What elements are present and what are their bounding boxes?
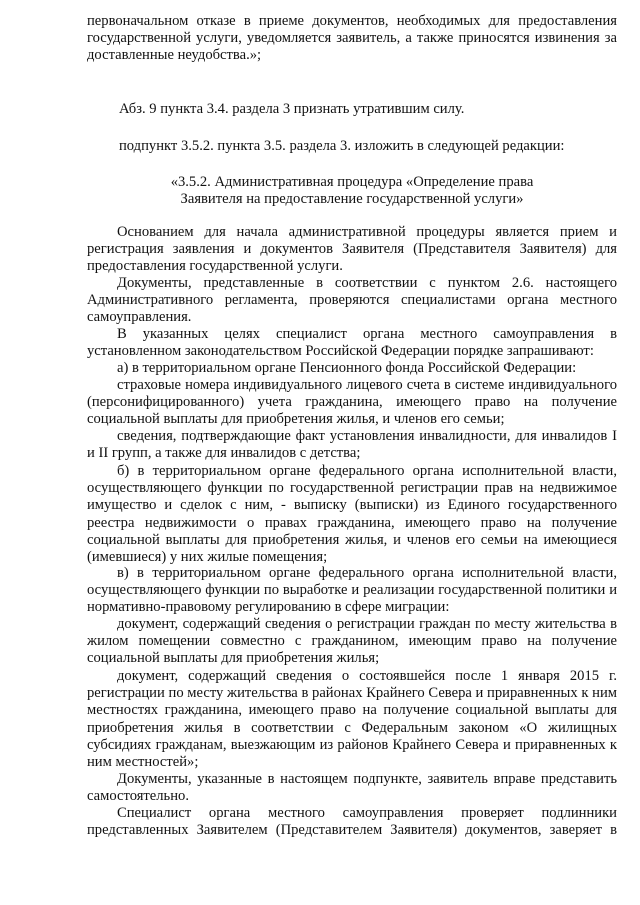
paragraph-purpose: В указанных целях специалист органа местного самоуправления в установленном законодательством Российской Федерации порядке запрашивают: <box>87 326 617 360</box>
list-item-v-1: документ, содержащий сведения о регистрации граждан по месту жительства в жилом помещении совместно с гражданином, имеющим право на получение социальной выплаты для приобретения жилья; <box>87 616 617 667</box>
paragraph-verification-line-2: представленных Заявителем (Представителем Заявителя) документов, заверяет в <box>87 822 617 839</box>
list-item-a-1: страховые номера индивидуального лицевого счета в системе индивидуального (персонифицированного) учета гражданина, имеющего право на получение социальной выплаты для приобретения жилья, и членов его семьи; <box>87 377 617 428</box>
abz9-paragraph: Абз. 9 пункта 3.4. раздела 3 признать утратившим силу. <box>119 101 465 117</box>
list-item-a: а) в территориальном органе Пенсионного фонда Российской Федерации: <box>117 360 577 376</box>
paragraph-self-submission: Документы, указанные в настоящем подпункте, заявитель вправе представить самостоятельно. <box>87 771 617 805</box>
list-item-v: в) в территориальном органе федерального органа исполнительной власти, осуществляющего функции по выработке и реализации государственной политики и нормативно-правовому регулированию в сфере миграции: <box>87 565 617 616</box>
list-item-v-2: документ, содержащий сведения о состоявшейся после 1 января 2015 г. регистрации по месту жительства в районах Крайнего Севера и приравненных к ним местностях гражданина, имеющего право на получение социальной выплаты для приобретения жилья в соответствии с Федеральным законом «О жилищных субсидиях гражданам, выезжающим из районов Крайнего Севера и приравненных к ним местностей»; <box>87 668 617 771</box>
top-paragraph: первоначальном отказе в приеме документов, необходимых для предоставления государственной услуги, уведомляется заявитель, а также приносятся извинения за доставленные неудобства.»; <box>87 13 617 64</box>
list-item-a-2: сведения, подтверждающие факт установления инвалидности, для инвалидов I и II групп, а также для инвалидов с детства; <box>87 428 617 462</box>
paragraph-documents: Документы, представленные в соответствии с пунктом 2.6. настоящего Административного регламента, проверяются специалистами органа местного самоуправления. <box>87 275 617 326</box>
paragraph-basis: Основанием для начала административной процедуры является прием и регистрация заявления и документов Заявителя (Представителя Заявителя) для предоставления государственной услуги. <box>87 224 617 275</box>
list-item-b: б) в территориальном органе федерального органа исполнительной власти, осуществляющего функции по государственной регистрации прав на недвижимое имущество и сделок с ним, - выписку (выписки) из Единого государственного реестра недвижимости о правах гражданина, имеющего право на получение социальной выплаты для приобретения жилья, и членов его семьи на имеющиеся (имевшиеся) у них жилые помещения; <box>87 463 617 566</box>
section-heading-line-2: Заявителя на предоставление государственной услуги» <box>180 191 524 208</box>
paragraph-verification <box>87 805 617 839</box>
subpoint-note: подпункт 3.5.2. пункта 3.5. раздела 3. изложить в следующей редакции: <box>119 138 565 154</box>
paragraph-verification-line-1: Специалист органа местного самоуправления проверяет подлинники <box>117 805 617 821</box>
section-heading-line-1: «3.5.2. Административная процедура «Определение права <box>170 174 534 190</box>
section-heading <box>87 174 617 208</box>
